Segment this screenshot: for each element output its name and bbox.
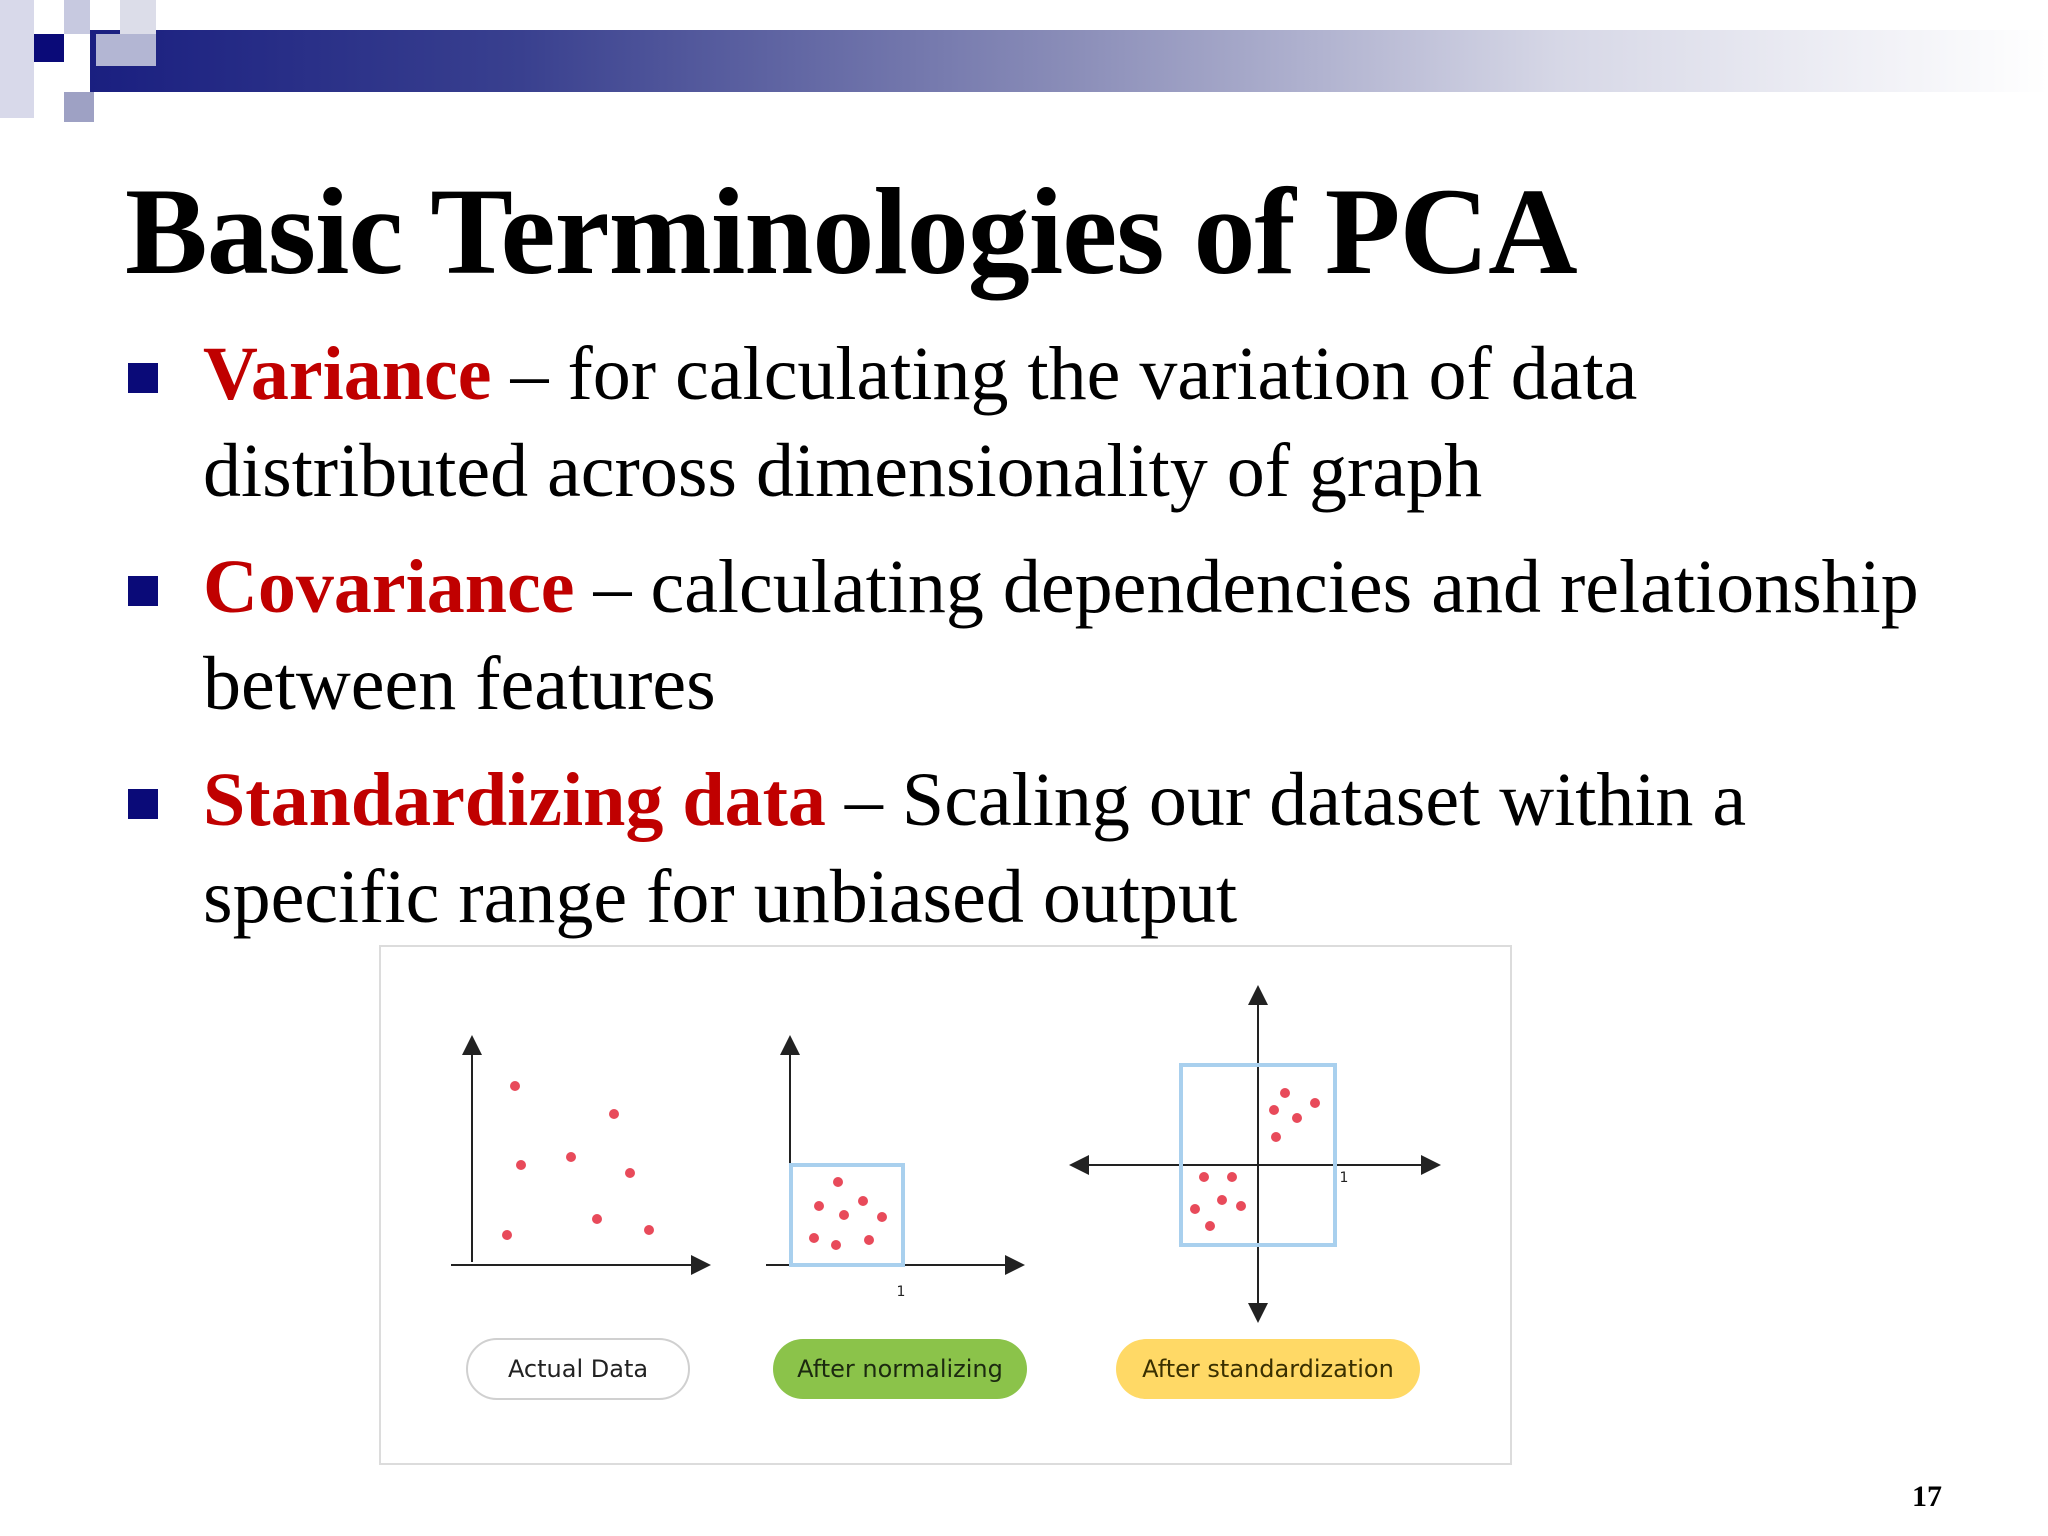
data-points [1190, 1088, 1320, 1231]
panel-after-normalizing [766, 1045, 1027, 1399]
header-square-mid [96, 34, 156, 66]
scaling-diagram-svg [381, 947, 1514, 1467]
data-point [877, 1212, 887, 1222]
data-points [809, 1177, 887, 1250]
data-point [1280, 1088, 1290, 1098]
label-actual-data: Actual Data [507, 1355, 649, 1383]
square-bullet-icon [128, 363, 158, 393]
data-point [839, 1210, 849, 1220]
data-point [516, 1160, 526, 1170]
header-square-light [0, 0, 34, 118]
data-point [510, 1081, 520, 1091]
data-point [502, 1230, 512, 1240]
data-point [833, 1177, 843, 1187]
panel-after-standardization [1079, 995, 1431, 1399]
bullet-variance [128, 326, 1948, 520]
data-point [1310, 1098, 1320, 1108]
page-number: 17 [1912, 1480, 1942, 1513]
data-point [609, 1109, 619, 1119]
header-square-dark [34, 34, 64, 62]
data-point [1199, 1172, 1209, 1182]
data-point [864, 1235, 874, 1245]
panel-actual-data [451, 1045, 701, 1399]
data-point [1217, 1195, 1227, 1205]
data-point [1292, 1113, 1302, 1123]
label-after-normalizing: After normalizing [797, 1355, 1003, 1383]
header-gradient-band [90, 30, 2048, 92]
data-points [502, 1081, 654, 1240]
data-point [809, 1233, 819, 1243]
bullet-text: – for calculating the variation of data distributed across dimensionality of graph [203, 332, 1638, 513]
term-standardizing: Standardizing data [203, 758, 826, 842]
slide-title: Basic Terminologies of PCA [125, 163, 1577, 300]
bullet-text: – Scaling our dataset within a specific range for unbiased output [203, 758, 1747, 939]
data-point [625, 1168, 635, 1178]
bullet-covariance [128, 539, 1948, 733]
data-point [858, 1196, 868, 1206]
header-square-light [120, 0, 156, 34]
bullet-text: – calculating dependencies and relationship between features [203, 545, 1919, 726]
square-bullet-icon [128, 576, 158, 606]
label-after-standardization: After standardization [1142, 1355, 1394, 1383]
square-bullet-icon [128, 789, 158, 819]
data-point [592, 1214, 602, 1224]
header-square-light [64, 0, 90, 34]
data-point [1205, 1221, 1215, 1231]
term-covariance: Covariance [203, 545, 575, 629]
header-square-mid [64, 92, 94, 122]
scaling-illustration [379, 945, 1512, 1465]
data-point [1236, 1201, 1246, 1211]
term-variance: Variance [203, 332, 492, 416]
data-point [1269, 1105, 1279, 1115]
bullet-standardizing [128, 752, 1948, 946]
tick-label-one: 1 [1339, 1170, 1349, 1186]
data-point [1271, 1132, 1281, 1142]
data-point [1190, 1204, 1200, 1214]
data-point [1227, 1172, 1237, 1182]
data-point [644, 1225, 654, 1235]
bullet-list [128, 326, 1948, 965]
tick-label-one: 1 [896, 1284, 906, 1300]
data-point [814, 1201, 824, 1211]
data-point [566, 1152, 576, 1162]
data-point [831, 1240, 841, 1250]
